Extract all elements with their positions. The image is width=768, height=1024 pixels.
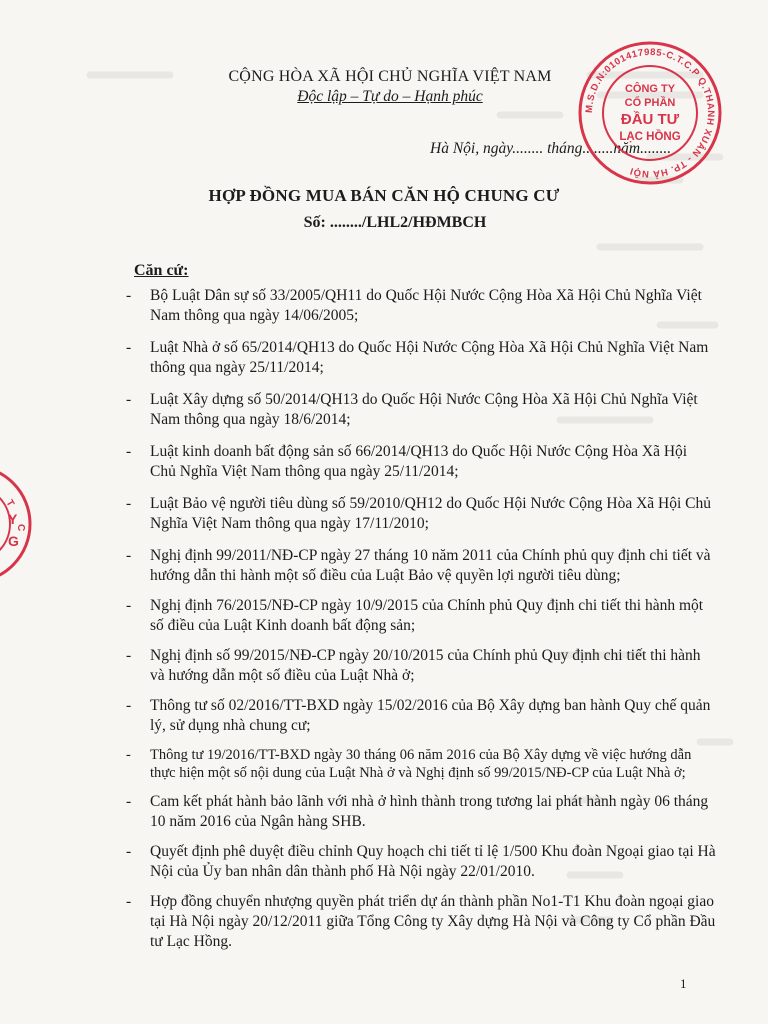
list-item: - Luật Nhà ở số 65/2014/QH13 do Quốc Hội Nước Cộng Hòa Xã Hội Chủ Nghĩa Việt Nam thông qua ngày 25/11/2014;: [126, 339, 709, 376]
contract-title: HỢP ĐỒNG MUA BÁN CĂN HỘ CHUNG CƯ: [208, 186, 560, 205]
list-item: - Nghị định 99/2011/NĐ-CP ngày 27 tháng 10 năm 2011 của Chính phủ quy định chi tiết và hướng dẫn thi hành một số điều của Luật Bảo vệ quyền lợi người tiêu dùng;: [126, 547, 711, 584]
list-item: - Nghị định số 99/2015/NĐ-CP ngày 20/10/2015 của Chính phủ Quy định chi tiết thi hành và hướng dẫn một số điều của Luật Nhà ở;: [126, 647, 701, 684]
list-item: - Thông tư 19/2016/TT-BXD ngày 30 tháng 06 năm 2016 của Bộ Xây dựng về việc hướng dẫn thực hiện một số nội dung của Luật Nhà ở và Nghị định số 99/2015/NĐ-CP của Luật Nhà ở;: [126, 747, 692, 781]
partial-seal: [0, 462, 35, 587]
list-item: - Luật kinh doanh bất động sản số 66/2014/QH13 do Quốc Hội Nước Cộng Hòa Xã Hội Chủ Nghĩa Việt Nam thông qua ngày 25/11/2014;: [126, 443, 688, 480]
legal-basis-list: [126, 286, 716, 952]
seal-line-4: LẠC HỒNG: [619, 131, 681, 143]
national-title: CỘNG HÒA XÃ HỘI CHỦ NGHĨA VIỆT NAM: [228, 68, 552, 85]
svg-text:G: G: [8, 533, 19, 549]
list-item: - Cam kết phát hành bảo lãnh với nhà ở hình thành trong tương lai phát hành ngày 06 tháng 10 năm 2016 của Ngân hàng SHB.: [126, 793, 709, 830]
list-item: - Luật Xây dựng số 50/2014/QH13 do Quốc Hội Nước Cộng Hòa Xã Hội Chủ Nghĩa Việt Nam thông qua ngày 18/6/2014;: [126, 391, 698, 428]
place-and-date: Hà Nội, ngày........ tháng........năm........: [430, 140, 672, 157]
legal-basis-heading: Căn cứ:: [134, 262, 189, 279]
seal-line-1: CÔNG TY: [624, 83, 676, 95]
company-seal: [575, 38, 725, 188]
list-item: - Bộ Luật Dân sự số 33/2005/QH11 do Quốc Hội Nước Cộng Hòa Xã Hội Chủ Nghĩa Việt Nam thông qua ngày 14/06/2005;: [126, 287, 702, 324]
list-item: - Hợp đồng chuyển nhượng quyền phát triển dự án thành phần No1-T1 Khu đoàn ngoại giao tại Hà Nội ngày 20/12/2011 giữa Tổng Công ty Xây dựng Hà Nội và Công ty Cổ phần Đầu tư Lạc Hồng.: [126, 893, 716, 950]
seal-ring-text: M.S.D.N:0101417985-C.T.C.P Q.THANH XUÂN - TP. HÀ NỘI: [583, 46, 717, 180]
contract-number: Số: ......../LHL2/HĐMBCH: [303, 214, 487, 231]
list-item: - Luật Bảo vệ người tiêu dùng số 59/2010/QH12 do Quốc Hội Nước Cộng Hòa Xã Hội Chủ Nghĩa Việt Nam thông qua ngày 17/11/2010;: [126, 495, 711, 532]
seal-line-2: CỔ PHẦN: [624, 97, 676, 109]
svg-text:Y: Y: [8, 511, 18, 527]
document-header: [200, 68, 580, 106]
list-item: - Thông tư số 02/2016/TT-BXD ngày 15/02/2016 của Bộ Xây dựng ban hành Quy chế quản lý, sử dụng nhà chung cư;: [126, 697, 711, 734]
svg-text:T: T: [3, 498, 16, 509]
page-number: 1: [680, 976, 687, 991]
seal-line-3: ĐẦU TƯ: [620, 111, 680, 128]
svg-text:C: C: [15, 524, 26, 532]
list-item: - Quyết định phê duyệt điều chỉnh Quy hoạch chi tiết tỉ lệ 1/500 Khu đoàn Ngoại giao tại Hà Nội của Ủy ban nhân dân thành phố Hà Nội ngày 22/01/2010.: [126, 843, 716, 880]
national-motto: Độc lập – Tự do – Hạnh phúc: [297, 88, 483, 105]
list-item: - Nghị định 76/2015/NĐ-CP ngày 10/9/2015 của Chính phủ Quy định chi tiết thi hành một số điều của Luật Kinh doanh bất động sản;: [126, 597, 704, 634]
